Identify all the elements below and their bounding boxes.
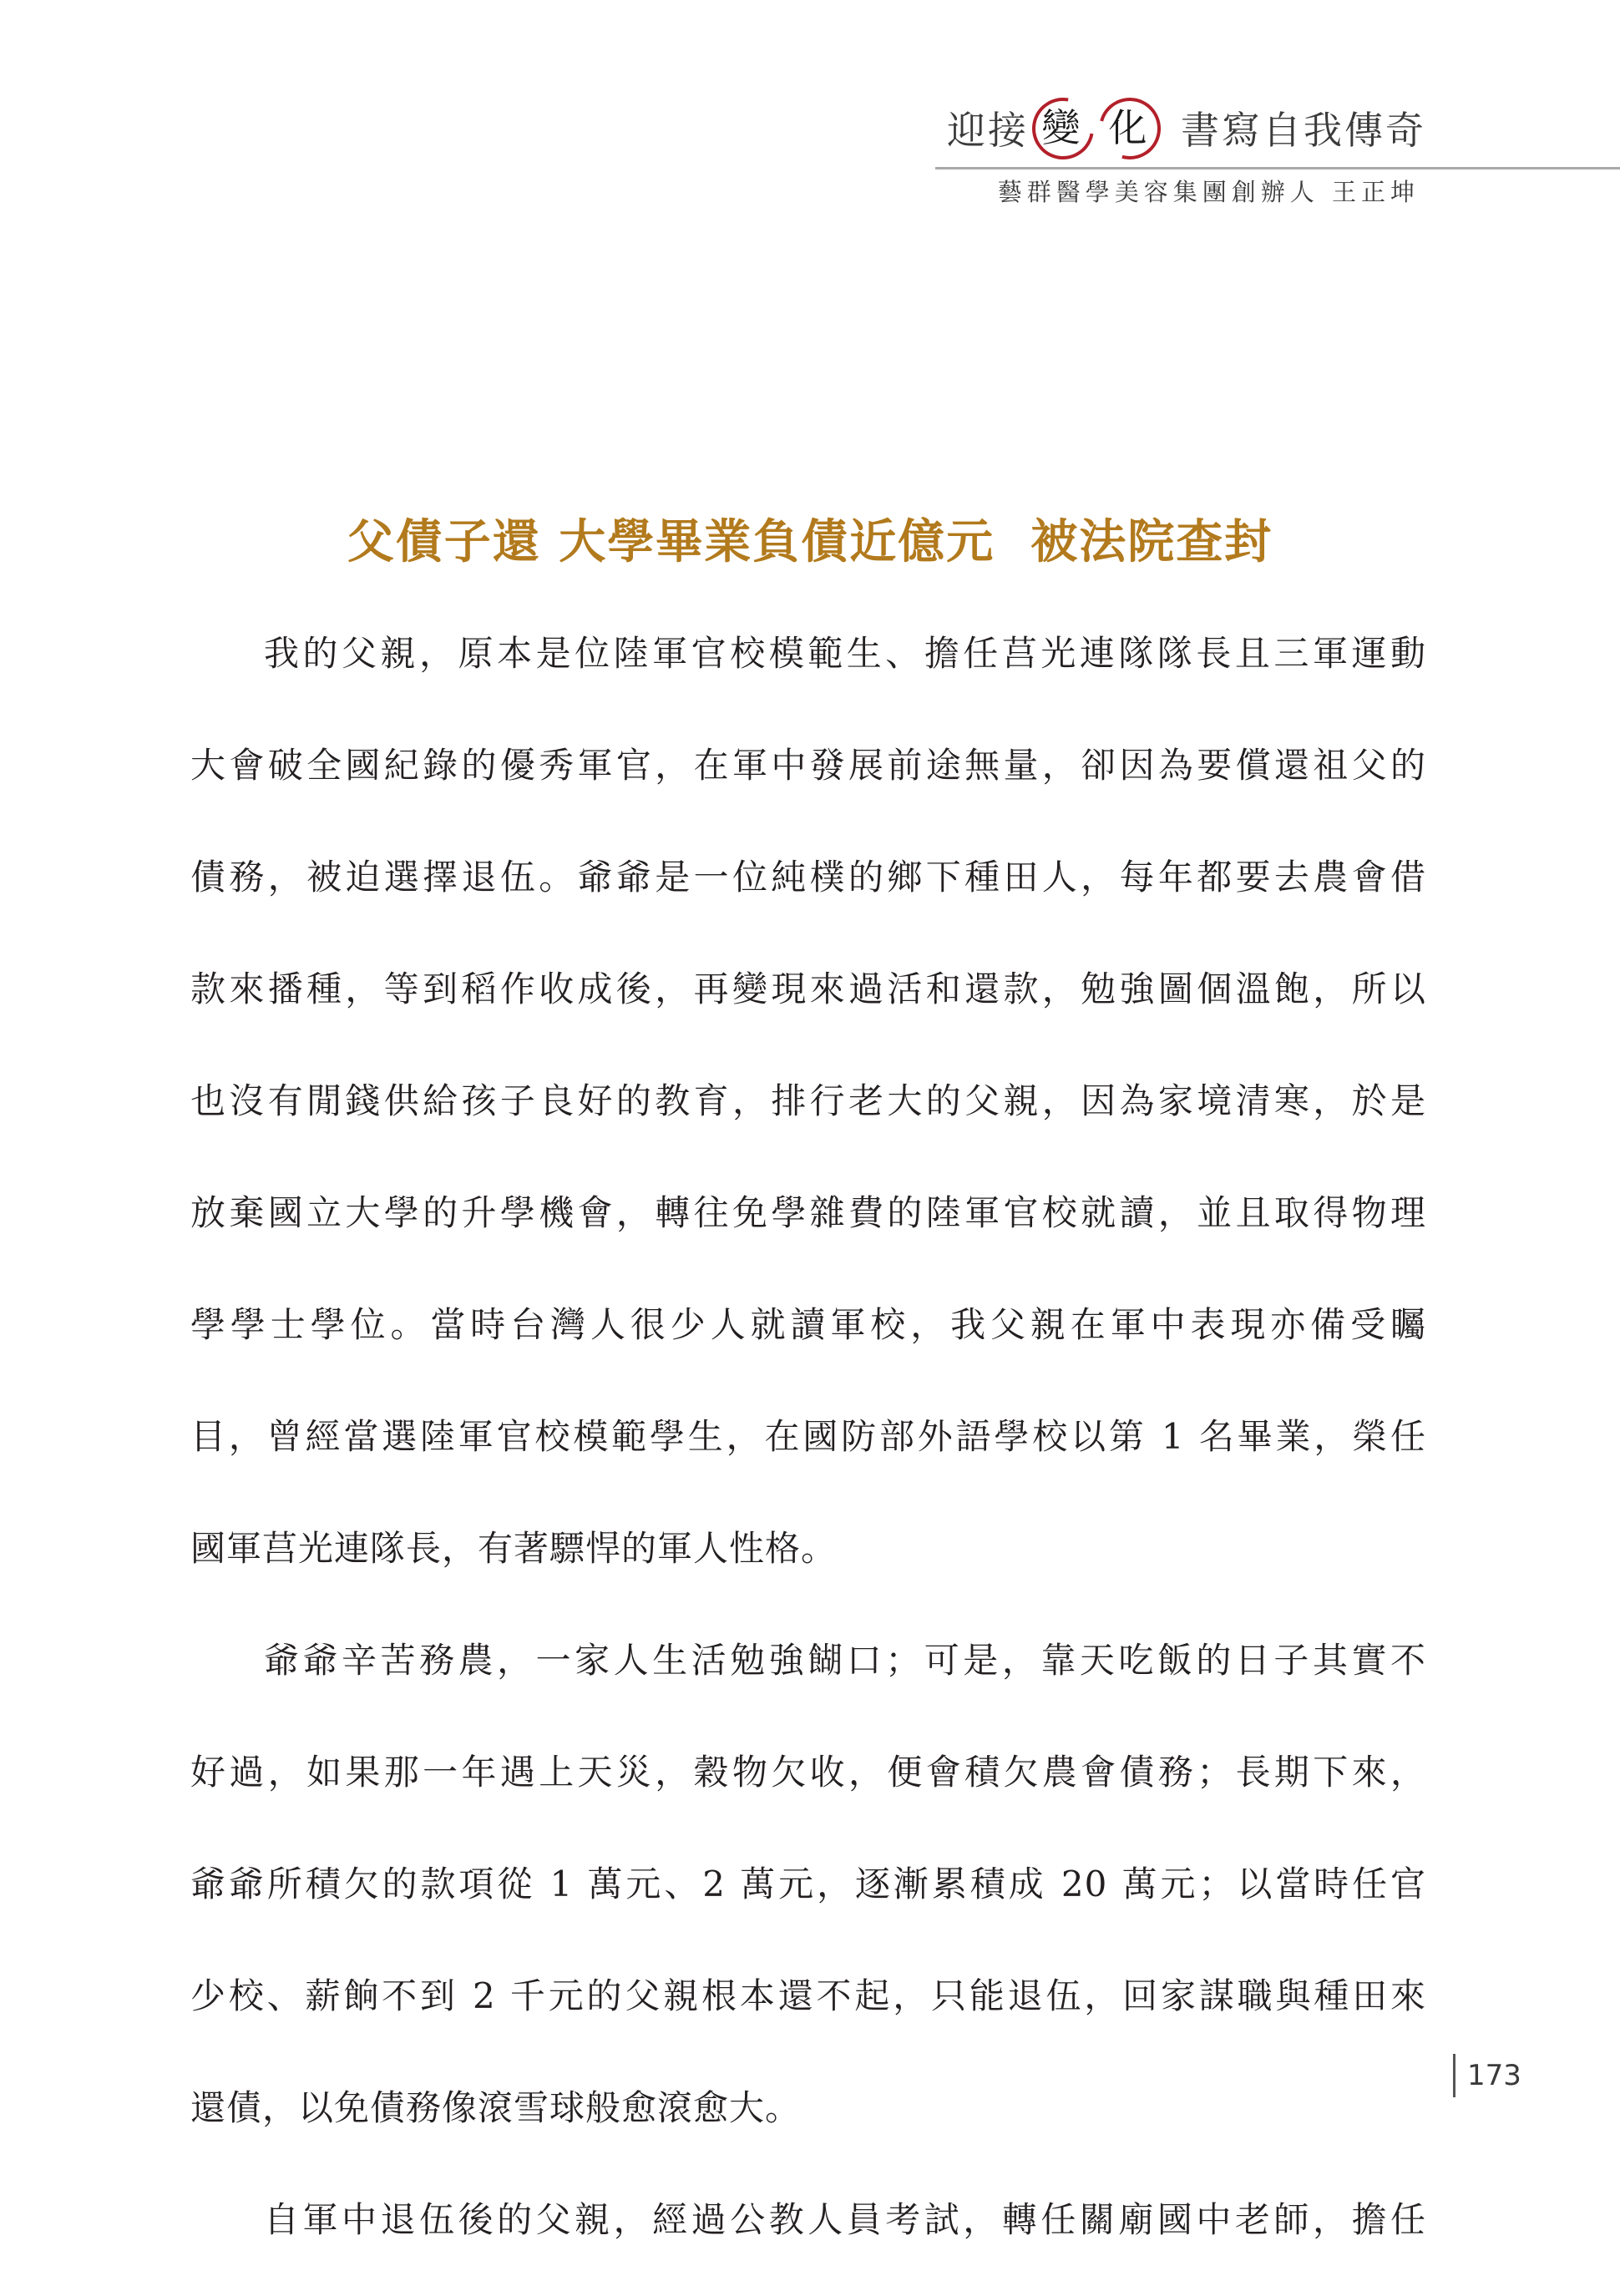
body-text xyxy=(190,618,1426,2296)
text-line: 還債，以免債務像滾雪球般愈滾愈大。 xyxy=(190,2087,802,2128)
running-header xyxy=(0,0,1620,217)
paragraph xyxy=(190,1625,1426,2184)
book-title xyxy=(947,90,1426,165)
paragraph xyxy=(190,2184,1426,2296)
text-line: 好過，如果那一年遇上天災，穀物欠收，便會積欠農會債務；長期下來， xyxy=(190,1752,1426,1793)
text-line: 我的父親，原本是位陸軍官校模範生、擔任莒光連隊隊長且三軍運動 xyxy=(264,633,1426,674)
book-title-suffix: 書寫自我傳奇 xyxy=(1181,108,1426,153)
text-line: 款來播種，等到稻作收成後，再變現來過活和還款，勉強圖個溫飽，所以 xyxy=(190,968,1426,1009)
text-line: 國軍莒光連隊長，有著驃悍的軍人性格。 xyxy=(190,1528,838,1569)
page-number xyxy=(1453,2054,1521,2097)
text-line: 債務，被迫選擇退伍。爺爺是一位純樸的鄉下種田人，每年都要去農會借 xyxy=(190,857,1426,898)
text-line: 大會破全國紀錄的優秀軍官，在軍中發展前途無量，卻因為要償還祖父的 xyxy=(190,745,1426,786)
section-heading: 父債子還 大學畢業負債近億元 被法院查封 xyxy=(347,515,1273,569)
book-title-prefix: 迎接 xyxy=(947,108,1029,153)
text-line: 少校、薪餉不到 2 千元的父親根本還不起，只能退伍，回家謀職與種田來 xyxy=(190,1975,1426,2016)
text-line: 也沒有閒錢供給孩子良好的教育，排行老大的父親，因為家境清寒，於是 xyxy=(190,1080,1426,1121)
seal-character: 化 xyxy=(1099,98,1159,158)
text-line: 目，曾經當選陸軍官校模範學生，在國防部外語學校以第 1 名畢業，榮任 xyxy=(190,1416,1426,1457)
folio-divider xyxy=(1453,2054,1455,2097)
text-line: 爺爺所積欠的款項從 1 萬元、2 萬元，逐漸累積成 20 萬元；以當時任官 xyxy=(190,1864,1426,1904)
paragraph xyxy=(190,618,1426,1625)
seal-character: 變 xyxy=(1032,98,1092,158)
text-line: 自軍中退伍後的父親，經過公教人員考試，轉任關廟國中老師，擔任 xyxy=(264,2199,1426,2240)
header-rule xyxy=(935,167,1620,169)
text-line: 學學士學位。當時台灣人很少人就讀軍校，我父親在軍中表現亦備受矚 xyxy=(190,1304,1426,1345)
text-line: 爺爺辛苦務農，一家人生活勉強餬口；可是，靠天吃飯的日子其實不 xyxy=(264,1640,1426,1681)
text-line: 放棄國立大學的升學機會，轉往免學雜費的陸軍官校就讀，並且取得物理 xyxy=(190,1192,1426,1233)
author-line: 藝群醫學美容集團創辦人 王正坤 xyxy=(997,178,1420,206)
page-number-text: 173 xyxy=(1467,2059,1521,2092)
